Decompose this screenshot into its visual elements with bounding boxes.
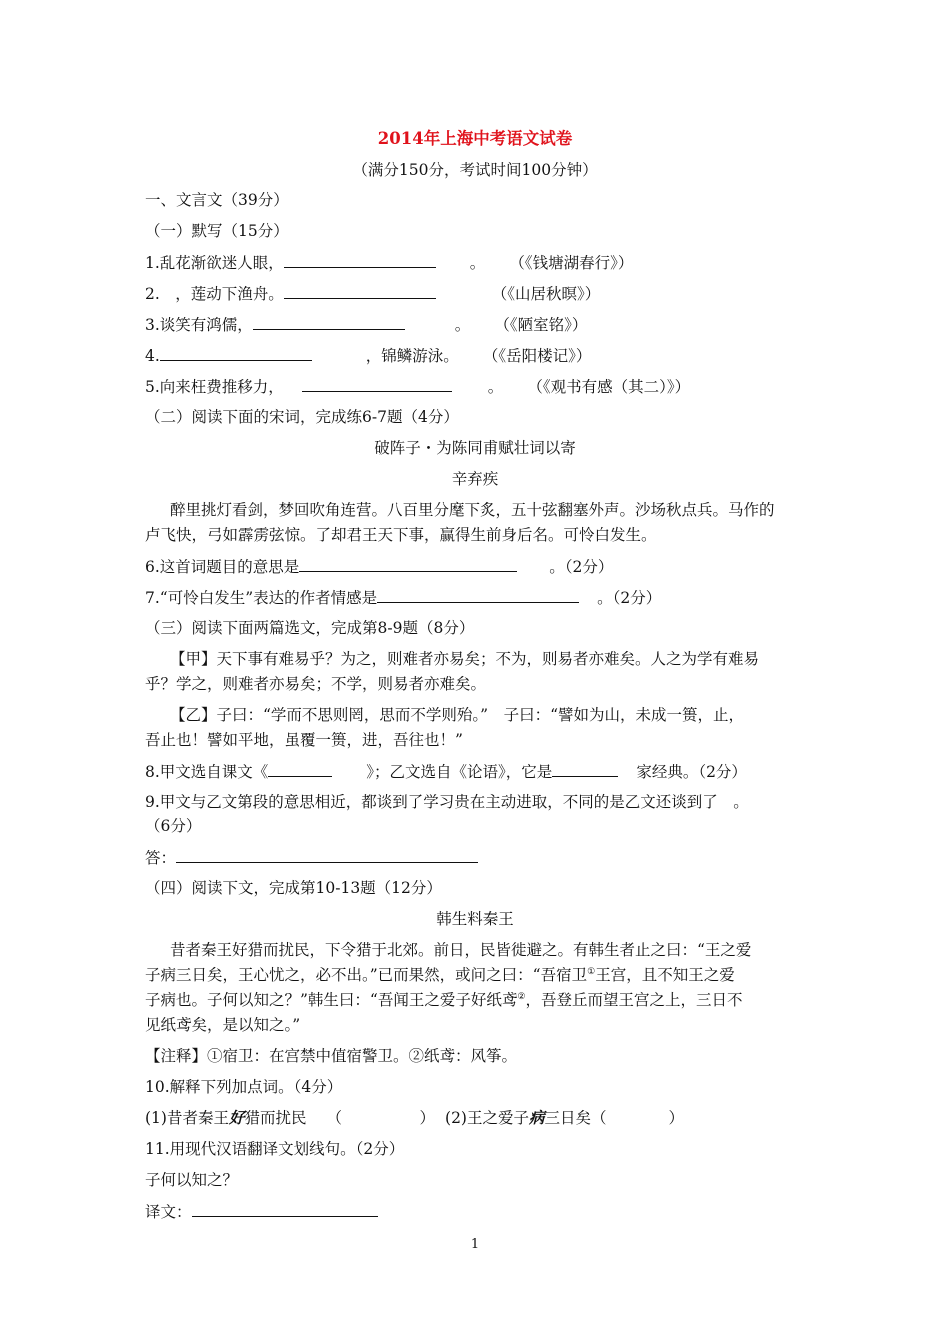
q6-blank[interactable]	[299, 555, 517, 572]
question-9-answer	[145, 846, 478, 869]
note-marker-1: ①	[587, 966, 596, 977]
question-9-line-2: （6分）	[145, 817, 202, 835]
passage-yi-line-1: 【乙】子曰：“学而不思则罔，思而不学则殆。” 子曰：“譬如为山，未成一篑，止，	[170, 706, 745, 724]
q2-text: 2. ，莲动下渔舟。	[145, 285, 284, 303]
section-heading: 一、文言文（39分）	[145, 191, 289, 209]
q8-middle: 》；乙文选自《论语》，它是	[366, 763, 553, 781]
passage-yi-line-2: 吾止也！譬如平地，虽覆一篑，进，吾往也！”	[145, 731, 463, 749]
q2-source: （《山居秋暝》）	[491, 285, 601, 303]
q6-text: 6.这首词题目的意思是	[145, 558, 300, 576]
question-4	[145, 344, 591, 367]
q8-blank-1[interactable]	[268, 760, 332, 777]
q9-answer-blank[interactable]	[176, 846, 478, 863]
question-8	[145, 760, 747, 783]
story-line-2-b: 王宫，且不知王之爱	[595, 966, 735, 984]
story-title: 韩生料秦王	[436, 910, 514, 928]
exam-subtitle: （满分150分，考试时间100分钟）	[352, 161, 598, 179]
question-5	[145, 375, 690, 398]
part4-heading: （四）阅读下文，完成第10-13题（12分）	[145, 879, 442, 897]
q10-1-text: (1)昔者秦王	[145, 1109, 229, 1127]
q4-blank[interactable]	[160, 344, 312, 361]
q7-blank[interactable]	[377, 586, 579, 603]
poem-line-2: 卢飞快，弓如霹雳弦惊。了却君王天下事，赢得生前身后名。可怜白发生。	[145, 526, 657, 544]
q3-source: （《陋室铭》）	[494, 316, 588, 334]
q9-answer-label: 答：	[145, 849, 177, 867]
q11-answer-blank[interactable]	[192, 1200, 378, 1217]
q3-end: 。	[454, 316, 471, 334]
q10-2-rest: 三日矣	[544, 1109, 592, 1127]
q8-end: 家经典。（2分）	[636, 763, 747, 781]
q6-end: 。（2分）	[549, 558, 614, 576]
q3-blank[interactable]	[253, 313, 405, 330]
story-line-2-a: 子病三日矣，王心忧之，必不出。”已而果然，或问之曰：“吾宿卫	[145, 966, 588, 984]
story-line-3	[145, 989, 742, 1011]
poem-title: 破阵子・为陈同甫赋壮词以寄	[374, 439, 576, 457]
q10-2-answer[interactable]: （ ）	[591, 1109, 685, 1127]
q1-source: （《钱塘湖春行》）	[509, 254, 634, 272]
q10-1-dotted-word: 好	[228, 1108, 245, 1127]
q10-1-rest: 猎而扰民	[244, 1109, 307, 1127]
poem-author: 辛弃疾	[451, 470, 499, 488]
part2-heading: （二）阅读下面的宋词，完成练6-7题（4分）	[145, 408, 459, 426]
question-10: 10.解释下列加点词。（4分）	[145, 1078, 343, 1096]
question-7	[145, 586, 661, 609]
passage-jia-line-1: 【甲】天下事有难易乎？为之，则难者亦易矣；不为，则易者亦难矣。人之为学有难易	[170, 650, 760, 668]
question-10-items	[145, 1107, 684, 1129]
q10-1-answer[interactable]: （ ）	[326, 1109, 436, 1127]
q4-source: （《岳阳楼记》）	[482, 347, 592, 365]
story-line-2	[145, 964, 735, 986]
story-line-3-b: ，吾登丘而望王宫之上，三日不	[525, 991, 743, 1009]
annotation-notes: 【注释】①宿卫：在宫禁中值宿警卫。②纸鸢：风筝。	[145, 1047, 518, 1065]
poem-line-1: 醉里挑灯看剑，梦回吹角连营。八百里分麾下炙，五十弦翻塞外声。沙场秋点兵。马作的	[170, 501, 775, 519]
note-marker-2: ②	[517, 991, 526, 1002]
q4-text: 4.	[145, 347, 160, 365]
story-line-1: 昔者秦王好猎而扰民，下令猎于北郊。前日，民皆徙避之。有韩生者止之曰：“王之爱	[170, 941, 752, 959]
q5-blank[interactable]	[302, 375, 452, 392]
q11-answer-label: 译文：	[145, 1203, 192, 1221]
q4-end: ，锦鳞游泳。	[365, 347, 459, 365]
exam-title: 2014年上海中考语文试卷	[377, 129, 573, 148]
story-line-4: 见纸鸢矣，是以知之。”	[145, 1016, 301, 1034]
question-9-line-1: 9.甲文与乙文第段的意思相近，都谈到了学习贵在主动进取，不同的是乙文还谈到了 。	[145, 793, 749, 811]
q7-end: 。（2分）	[597, 589, 662, 607]
q1-blank[interactable]	[284, 251, 436, 268]
q8-blank-2[interactable]	[552, 760, 618, 777]
question-11: 11.用现代汉语翻译文划线句。（2分）	[145, 1140, 405, 1158]
question-11-sentence: 子何以知之？	[145, 1171, 239, 1189]
question-2	[145, 282, 600, 305]
part1-heading: （一）默写（15分）	[145, 222, 289, 240]
passage-jia-line-2: 乎？学之，则难者亦易矣；不学，则易者亦难矣。	[145, 675, 487, 693]
q8-text: 8.甲文选自课文《	[145, 763, 269, 781]
question-11-answer	[145, 1200, 378, 1223]
q2-blank[interactable]	[284, 282, 436, 299]
q10-2-text: (2)王之爱子	[445, 1109, 529, 1127]
q5-text: 5.向来枉费推移力，	[145, 378, 284, 396]
story-line-3-a: 子病也。子何以知之？”韩生曰：“吾闻王之爱子好纸鸢	[145, 991, 518, 1009]
q5-source: （《观书有感（其二）》）	[527, 378, 691, 396]
question-1	[145, 251, 633, 274]
page-number: 1	[470, 1237, 480, 1252]
q5-end: 。	[487, 378, 504, 396]
q1-end: 。	[469, 254, 486, 272]
part3-heading: （三）阅读下面两篇选文，完成第8-9题（8分）	[145, 619, 475, 637]
question-3	[145, 313, 587, 336]
q10-2-dotted-word: 病	[528, 1108, 545, 1127]
question-6	[145, 555, 613, 578]
q1-text: 1.乱花渐欲迷人眼，	[145, 254, 284, 272]
q7-text: 7.“可怜白发生”表达的作者情感是	[145, 589, 378, 607]
q3-text: 3.谈笑有鸿儒，	[145, 316, 253, 334]
